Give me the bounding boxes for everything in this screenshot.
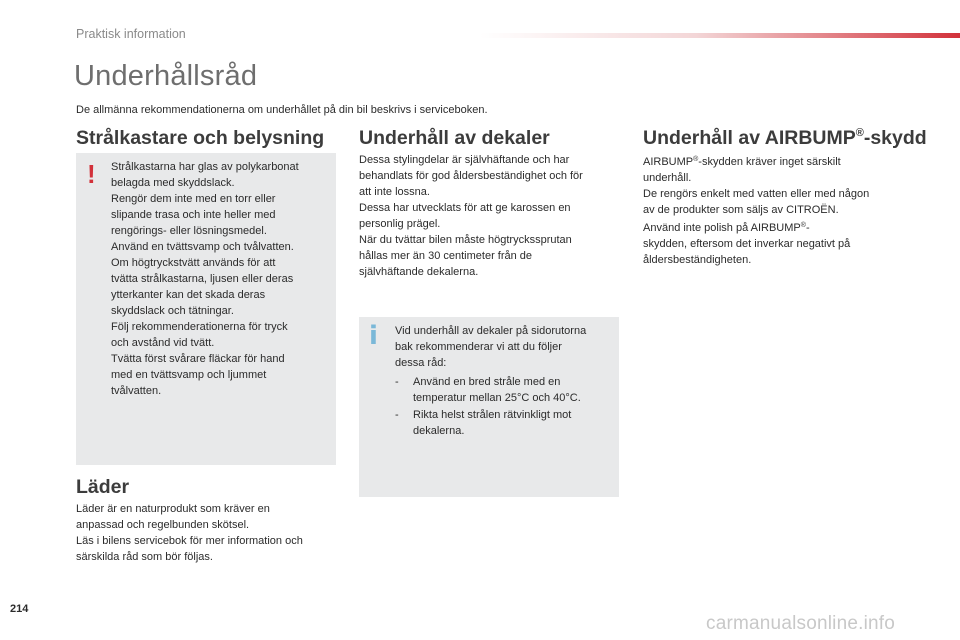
decals-heading: Underhåll av dekaler [359, 127, 550, 149]
headlights-text-line: Strålkastarna har glas av polykarbonat [111, 161, 299, 173]
leather-text-line: särskilda råd som bör följas. [76, 551, 213, 563]
decals-info-box [359, 317, 619, 497]
headlights-text-line: med en tvättsvamp och ljummet [111, 369, 267, 381]
decals-info-text [395, 323, 586, 371]
leather-text [76, 501, 303, 565]
decals-info-line: Vid underhåll av dekaler på sidorutorna [395, 325, 587, 337]
page-title: Underhållsråd [74, 60, 258, 92]
headlights-text-line: Använd en tvättsvamp och tvålvatten. [111, 241, 294, 253]
headlights-text-line: och avstånd vid tvätt. [111, 337, 215, 349]
headlights-text-line: belagda med skyddslack. [111, 177, 235, 189]
headlights-text-line: skyddslack och tätningar. [111, 305, 234, 317]
headlights-text-line: Följ rekommenderationerna för tryck [111, 321, 288, 333]
decals-text-line: När du tvättar bilen måste högtryckssprutan [359, 234, 572, 246]
headlights-text-line: tvätta strålkastarna, ljusen eller deras [111, 273, 294, 285]
headlights-text-line: ytterkanter kan det skada deras [111, 289, 266, 301]
headlights-text [111, 159, 299, 399]
watermark: carmanualsonline.info [706, 613, 896, 634]
leather-text-line: anpassad och regelbunden skötsel. [76, 519, 250, 531]
decals-info-item-1-text: Använd en bred stråle med en temperatur mellan 25°C och 40°C. [413, 376, 581, 404]
headlights-text-line: tvålvatten. [111, 385, 162, 397]
headlights-text-line: rengörings- eller lösningsmedel. [111, 225, 267, 237]
warning-icon: ! [87, 159, 96, 189]
decals-info-item-2-text: Rikta helst strålen rätvinkligt mot dekalerna. [413, 409, 572, 437]
headlights-heading: Strålkastare och belysning [76, 127, 325, 149]
headlights-text-line: Tvätta först svårare fläckar för hand [111, 353, 285, 365]
page-number: 214 [10, 603, 29, 615]
headlights-text-line: slipande trasa och inte heller med [111, 209, 276, 221]
decals-info-line: dessa råd: [395, 357, 447, 369]
airbump-heading: Underhåll av AIRBUMP®-skydd [643, 127, 927, 149]
leather-heading: Läder [76, 476, 130, 498]
decals-text-line: personlig prägel. [359, 218, 441, 230]
dash-marker: - [395, 409, 399, 421]
page-intro: De allmänna rekommendationerna om underhållet på din bil beskrivs i serviceboken. [76, 104, 488, 116]
leather-text-line: Läs i bilens servicebok för mer information och [76, 535, 303, 547]
dash-marker: - [395, 376, 399, 388]
decals-text-line: att inte lossna. [359, 186, 430, 198]
headlights-text-line: Rengör dem inte med en torr eller [111, 193, 276, 205]
leather-text-line: Läder är en naturprodukt som kräver en [76, 503, 270, 515]
headlights-text-line: Om högtryckstvätt används för att [111, 257, 276, 269]
headlights-warning-box [76, 153, 336, 465]
decals-text [359, 152, 583, 280]
header-section-label: Praktisk information [76, 27, 186, 41]
decals-text-line: behandlats för god åldersbeständighet och för [359, 170, 583, 182]
decals-text-line: Dessa har utvecklats för att ge karossen en [359, 202, 571, 214]
decals-info-line: bak rekommenderar vi att du följer [395, 341, 562, 353]
info-icon: i [369, 321, 378, 351]
decals-text-line: Dessa stylingdelar är självhäftande och har [359, 154, 570, 166]
airbump-text: AIRBUMP®-skydden kräver inget särskilt underhåll. De rengörs enkelt med vatten eller med någon av de produkter som säljs av CITROËN. Använd inte polish på AIRBUMP®- skydden, eftersom det inverkar negativt på åldersbeständigheten. [643, 156, 870, 266]
decals-text-line: hållas mer än 30 centimeter från de [359, 250, 533, 262]
decals-text-line: självhäftande dekalerna. [359, 266, 479, 278]
header-accent-bar [480, 33, 960, 38]
